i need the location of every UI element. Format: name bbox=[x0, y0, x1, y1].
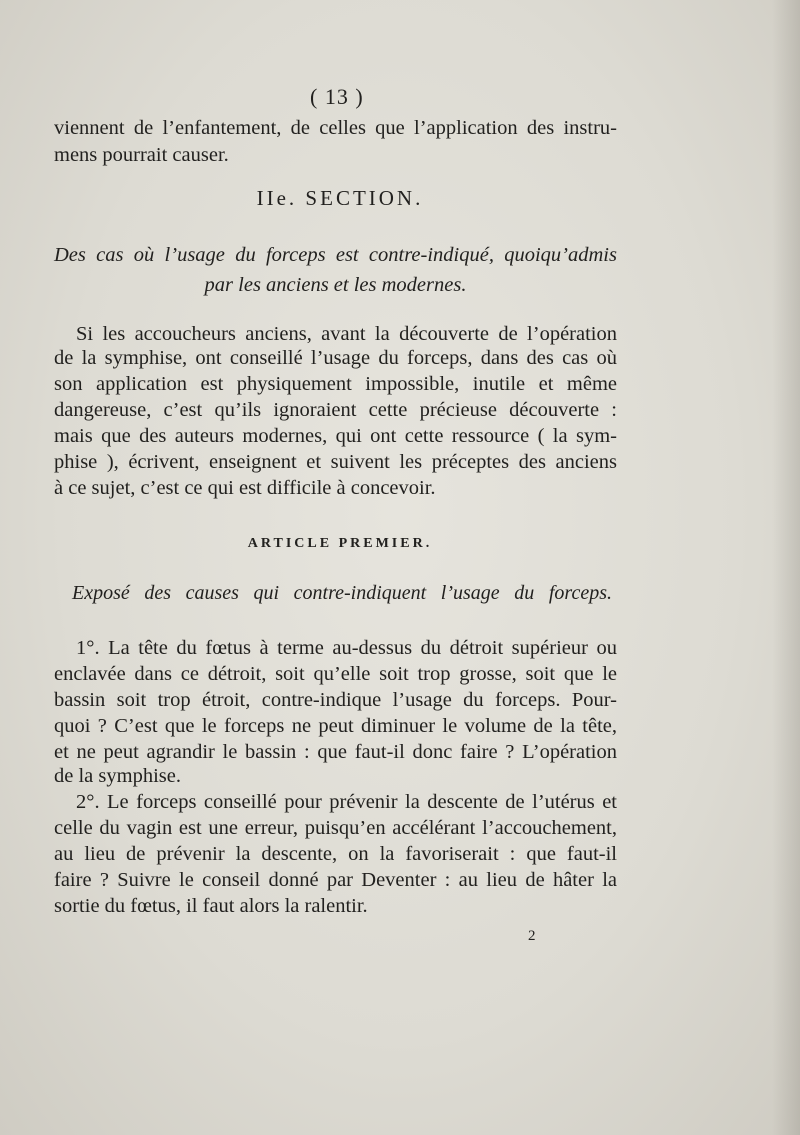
section-title: IIe. SECTION. bbox=[256, 186, 424, 210]
point1-line-6: de la symphise. bbox=[54, 765, 181, 787]
point2-line-5: sortie du fœtus, il faut alors la ralentir. bbox=[54, 895, 368, 917]
point2-line-1: 2°. Le forceps conseillé pour prévenir la descente de l’utérus et bbox=[76, 791, 617, 813]
paragraph1-line-3: son application est physiquement impossible, inutile et même bbox=[54, 373, 617, 395]
article-title: ARTICLE PREMIER. bbox=[247, 536, 433, 551]
signature-mark: 2 bbox=[528, 928, 536, 944]
point1-line-4: quoi ? C’est que le forceps ne peut diminuer le volume de la tête, bbox=[54, 715, 617, 737]
section-subtitle-line-1: Des cas où l’usage du forceps est contre-indiqué, quoiqu’admis bbox=[54, 244, 617, 266]
point1-line-2: enclavée dans ce détroit, soit qu’elle soit trop grosse, soit que le bbox=[54, 663, 617, 685]
paragraph1-line-6: phise ), écrivent, enseignent et suivent les préceptes des anciens bbox=[54, 451, 617, 473]
page-edge-shadow bbox=[772, 0, 800, 1135]
continuation-line-2: mens pourrait causer. bbox=[54, 144, 229, 166]
continuation-line-1: viennent de l’enfantement, de celles que l’application des instru- bbox=[54, 117, 617, 139]
point2-line-2: celle du vagin est une erreur, puisqu’en accélérant l’accouchement, bbox=[54, 817, 617, 839]
section-subtitle bbox=[54, 240, 617, 300]
paragraph1-line-7: à ce sujet, c’est ce qui est difficile à concevoir. bbox=[54, 477, 436, 499]
point1-line-5: et ne peut agrandir le bassin : que faut-il donc faire ? L’opération bbox=[54, 741, 617, 763]
point2-line-3: au lieu de prévenir la descente, on la favoriserait : que faut-il bbox=[54, 843, 617, 865]
page-number: ( 13 ) bbox=[310, 84, 364, 109]
paragraph1-line-1: Si les accoucheurs anciens, avant la découverte de l’opération bbox=[76, 323, 617, 345]
paragraph1-line-2: de la symphise, ont conseillé l’usage du forceps, dans des cas où bbox=[54, 347, 617, 369]
point1-line-3: bassin soit trop étroit, contre-indique l’usage du forceps. Pour- bbox=[54, 689, 617, 711]
point1-line-1: 1°. La tête du fœtus à terme au-dessus du détroit supérieur ou bbox=[76, 637, 617, 659]
point2-line-4: faire ? Suivre le conseil donné par Deventer : au lieu de hâter la bbox=[54, 869, 617, 891]
article-subtitle: Exposé des causes qui contre-indiquent l’usage du forceps. bbox=[72, 582, 612, 604]
paragraph1-line-4: dangereuse, c’est qu’ils ignoraient cette précieuse découverte : bbox=[54, 399, 617, 421]
paragraph1-line-5: mais que des auteurs modernes, qui ont cette ressource ( la sym- bbox=[54, 425, 617, 447]
section-subtitle-line-2: par les anciens et les modernes. bbox=[204, 274, 467, 296]
